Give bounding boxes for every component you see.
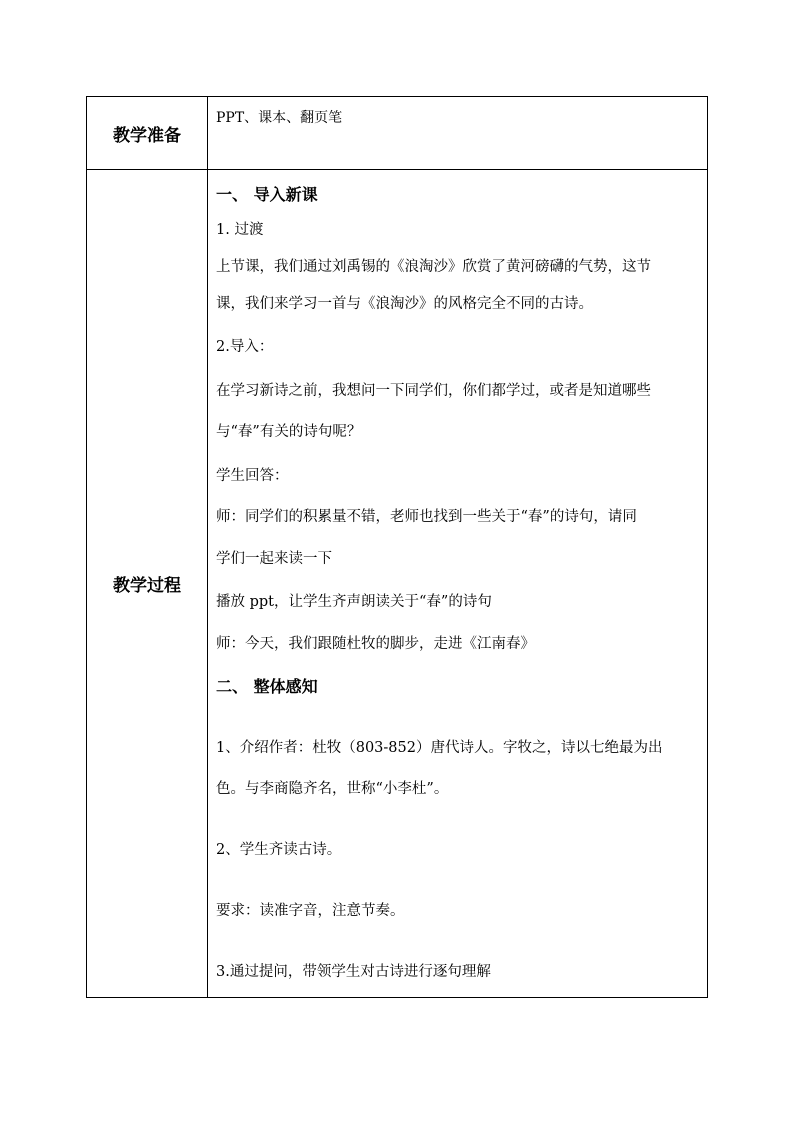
content-line: 2.导入： [216, 339, 274, 355]
section-heading-intro: 一、 导入新课 [216, 185, 318, 204]
content-line: 学们一起来读一下 [216, 551, 332, 567]
content-line: 3.通过提问，带领学生对古诗进行逐句理解 [216, 964, 491, 980]
content-line: 要求：读准字音，注意节奏。 [216, 903, 405, 919]
content-line: 师：今天，我们跟随杜牧的脚步，走进《江南春》 [216, 636, 535, 652]
preparation-content-cell [208, 97, 708, 170]
content-line: 师：同学们的积累量不错，老师也找到一些关于“春”的诗句，请同 [216, 509, 637, 525]
content-line: 课，我们来学习一首与《浪淘沙》的风格完全不同的古诗。 [216, 296, 593, 312]
process-label: 教学过程 [113, 576, 181, 596]
content-line: 上节课，我们通过刘禹锡的《浪淘沙》欣赏了黄河磅礴的气势，这节 [216, 259, 651, 275]
content-line: 1、介绍作者：杜牧（803-852）唐代诗人。字牧之，诗以七绝最为出 [216, 740, 663, 756]
content-line: 播放 ppt，让学生齐声朗读关于“春”的诗句 [216, 594, 492, 610]
content-line: 与“春”有关的诗句呢？ [216, 424, 362, 440]
label-cell-preparation [87, 97, 208, 170]
preparation-content: PPT、课本、翻页笔 [216, 110, 343, 126]
content-line: 在学习新诗之前，我想问一下同学们，你们都学过，或者是知道哪些 [216, 383, 651, 399]
content-line: 2、学生齐读古诗。 [216, 842, 342, 858]
preparation-label: 教学准备 [113, 125, 181, 146]
process-content-cell [208, 170, 708, 998]
table-row-process [87, 170, 708, 998]
table-row-preparation [87, 97, 708, 170]
label-cell-process [87, 170, 208, 998]
lesson-plan-table [86, 96, 708, 998]
content-line: 色。与李商隐齐名，世称“小李杜”。 [216, 781, 449, 797]
content-line: 1. 过渡 [216, 222, 264, 238]
content-line: 学生回答： [216, 468, 289, 484]
section-heading-overview: 二、 整体感知 [216, 677, 318, 696]
